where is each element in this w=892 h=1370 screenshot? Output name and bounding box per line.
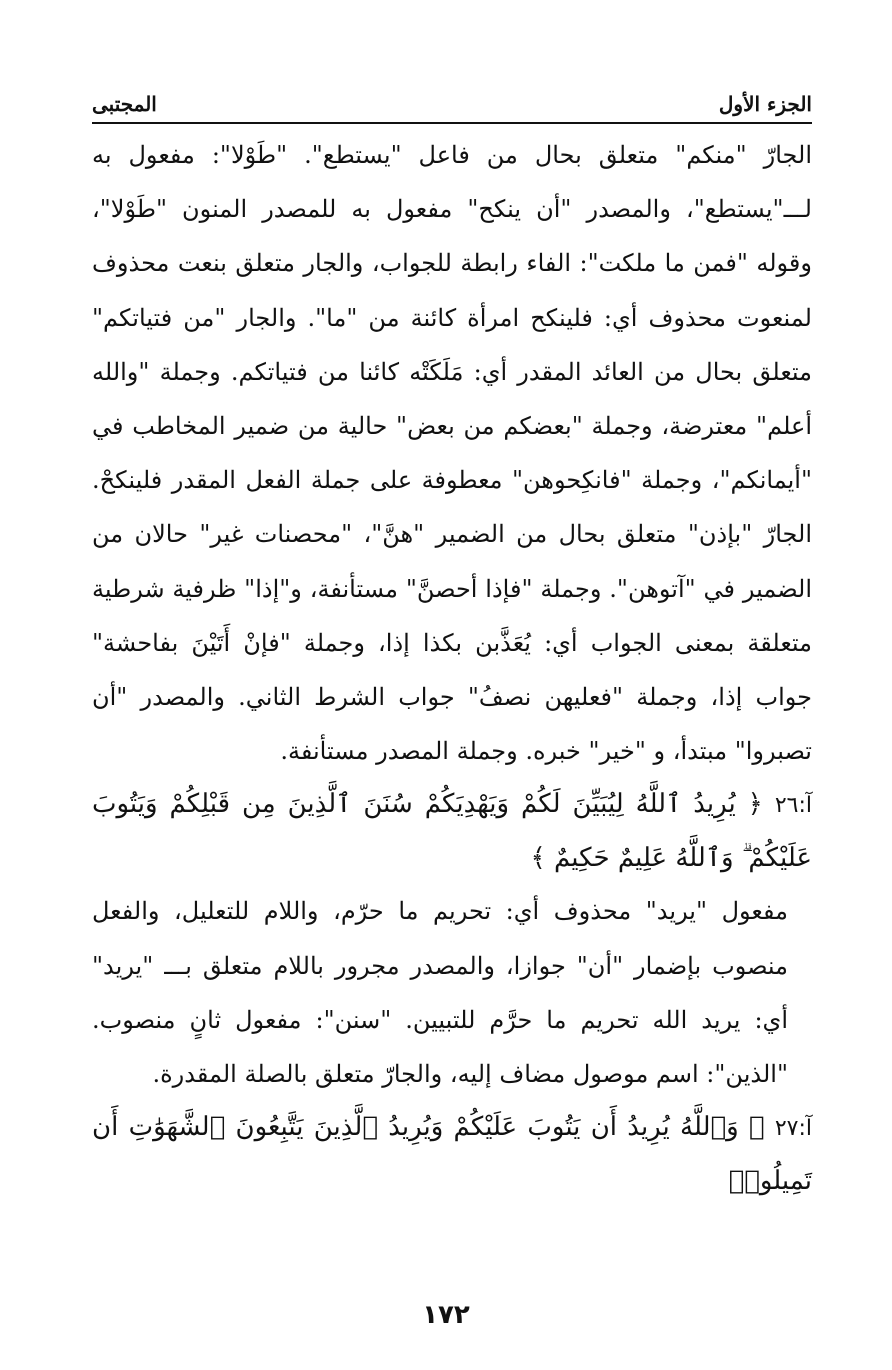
verse-text-26: ﴿ يُرِيدُ ٱللَّهُ لِيُبَيِّنَ لَكُمْ وَيَهْدِيَكُمْ سُنَنَ ٱلَّذِينَ مِن قَبْلِكُمْ وَيَتُوبَ عَلَيْكُمْ ۗ وَٱللَّهُ عَلِيمٌ حَكِيمٌ ﴾ <box>92 789 812 874</box>
paragraph-1: الجارّ "منكم" متعلق بحال من فاعل "يستطع". "طَوْلا": مفعول به لـــ"يستطع"، والمصدر "أن ينكح" مفعول به للمصدر المنون "طَوْلا"، وقوله "فمن ما ملكت": الفاء رابطة للجواب، والجار متعلق بنعت محذوف لمنعوت محذوف أي: فلينكح امرأة كائنة من "ما". والجار "من فتياتكم" متعلق بحال من العائد المقدر أي: مَلَكَتْه كائنا من فتياتكم. وجملة "والله أعلم" معترضة، وجملة "بعضكم من بعض" حالية من ضمير المخاطب في "أيمانكم"، وجملة "فانكِحوهن" معطوفة على جملة الفعل المقدر فلينكحْ. الجارّ "بإذن" متعلق بحال من الضمير "هنَّ"، "محصنات غير" حالان من الضمير في "آتوهن". وجملة "فإذا أحصنَّ" مستأنفة، و"إذا" ظرفية شرطية متعلقة بمعنى الجواب أي: يُعَذَّبن بكذا إذا، وجملة "فإنْ أَتَيْنَ بفاحشة" جواب إذا، وجملة "فعليهن نصفُ" جواب الشرط الثاني. والمصدر "أن تصبروا" مبتدأ، و "خير" خبره. وجملة المصدر مستأنفة. <box>92 141 812 766</box>
paragraph-2: مفعول "يريد" محذوف أي: تحريم ما حرّم، واللام للتعليل، والفعل منصوب بإضمار "أن" جوازا، والمصدر مجرور باللام متعلق بـــ "يريد" أي: يريد الله تحريم ما حرَّم للتبيين. "سنن": مفعول ثانٍ منصوب. "الذين": اسم موصول مضاف إليه، والجارّ متعلق بالصلة المقدرة. <box>92 897 788 1089</box>
page-number: ١٧٢ <box>422 1300 470 1330</box>
verse-26 <box>92 778 812 884</box>
verse-27 <box>92 1101 812 1207</box>
page-header <box>92 92 812 124</box>
verse-text-27: ﴿ وَٱللَّهُ يُرِيدُ أَن يَتُوبَ عَلَيْكُمْ وَيُرِيدُ ٱلَّذِينَ يَتَّبِعُونَ ٱلشَّهَوَٰتِ أَن تَمِيلُوا۟ <box>92 1112 812 1197</box>
verse-number-26: آ:٢٦ <box>774 793 812 819</box>
verse-number-27: آ:٢٧ <box>774 1116 812 1142</box>
book-title: المجتبى <box>92 92 157 116</box>
page-body <box>92 128 812 1207</box>
volume-title: الجزء الأول <box>718 92 812 116</box>
